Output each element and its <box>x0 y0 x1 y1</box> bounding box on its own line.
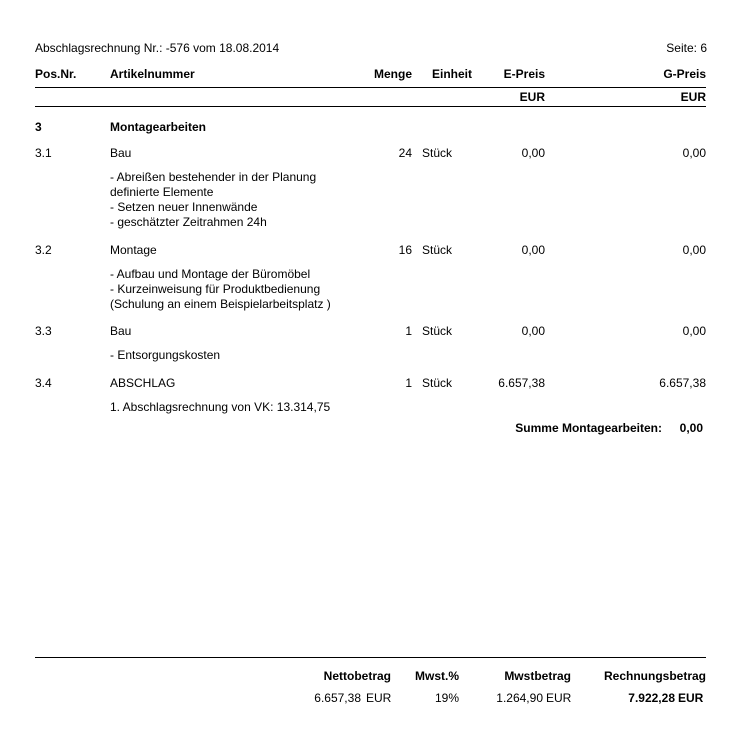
invoice-total-currency: EUR <box>678 691 704 705</box>
vat-amount-value: 1.264,90 <box>496 691 543 705</box>
item-unit: Stück <box>422 146 453 160</box>
item-qty: 1 <box>405 376 412 390</box>
item-description-line: - Abreißen bestehender in der Planung <box>110 170 317 184</box>
vat-percent-value: 19% <box>434 691 459 705</box>
vat-percent-label: Mwst.% <box>414 669 459 683</box>
item-description-line: definierte Elemente <box>110 185 214 199</box>
section-title: Montagearbeiten <box>110 120 207 134</box>
item-qty: 1 <box>405 324 412 338</box>
net-amount-currency: EUR <box>366 691 392 705</box>
footer-divider <box>35 657 706 658</box>
column-header-unit-price: E-Preis <box>503 67 545 81</box>
item-unit-price: 0,00 <box>521 324 545 338</box>
invoice-total-label: Rechnungsbetrag <box>603 669 706 683</box>
item-pos: 3.1 <box>35 146 52 160</box>
item-total-price: 0,00 <box>682 243 706 257</box>
column-header-qty: Menge <box>373 67 412 81</box>
vat-amount-currency: EUR <box>546 691 572 705</box>
item-total-price: 6.657,38 <box>659 376 706 390</box>
item-pos: 3.4 <box>35 376 52 390</box>
item-description-line: (Schulung an einem Beispielarbeitsplatz ) <box>110 297 331 311</box>
vat-amount-label: Mwstbetrag <box>504 669 571 683</box>
item-pos: 3.3 <box>35 324 52 338</box>
item-pos: 3.2 <box>35 243 52 257</box>
item-description-line: - geschätzter Zeitrahmen 24h <box>110 215 267 229</box>
item-description-line: 1. Abschlagsrechnung von VK: 13.314,75 <box>110 400 331 414</box>
item-description-line: - Setzen neuer Innenwände <box>110 200 258 214</box>
item-total-price: 0,00 <box>682 324 706 338</box>
section-sum-label: Summe Montagearbeiten: <box>515 421 662 435</box>
currency-total-price: EUR <box>680 90 706 104</box>
column-header-pos: Pos.Nr. <box>35 67 77 81</box>
net-amount-value: 6.657,38 <box>314 691 361 705</box>
document-title: Abschlagsrechnung Nr.: -576 vom 18.08.2014 <box>35 41 280 55</box>
header-divider <box>35 87 706 88</box>
currency-unit-price: EUR <box>519 90 545 104</box>
currency-divider <box>35 106 706 107</box>
item-unit: Stück <box>422 324 453 338</box>
item-unit-price: 6.657,38 <box>498 376 545 390</box>
invoice-total-value: 7.922,28 <box>628 691 675 705</box>
section-number: 3 <box>35 120 42 134</box>
net-amount-label: Nettobetrag <box>323 669 391 683</box>
item-qty: 16 <box>398 243 412 257</box>
item-description-line: - Entsorgungskosten <box>110 348 221 362</box>
item-qty: 24 <box>398 146 412 160</box>
item-description-line: - Kurzeinweisung für Produktbedienung <box>110 282 321 296</box>
item-unit-price: 0,00 <box>521 243 545 257</box>
item-name: Bau <box>110 146 132 160</box>
item-unit: Stück <box>422 243 453 257</box>
item-unit: Stück <box>422 376 453 390</box>
item-name: Montage <box>110 243 157 257</box>
section-sum-value: 0,00 <box>679 421 703 435</box>
column-header-article: Artikelnummer <box>110 67 195 81</box>
item-name: ABSCHLAG <box>110 376 176 390</box>
item-unit-price: 0,00 <box>521 146 545 160</box>
column-header-unit: Einheit <box>432 67 473 81</box>
item-total-price: 0,00 <box>682 146 706 160</box>
page-number: Seite: 6 <box>666 41 707 55</box>
column-header-total-price: G-Preis <box>663 67 706 81</box>
item-description-line: - Aufbau und Montage der Büromöbel <box>110 267 311 281</box>
item-name: Bau <box>110 324 132 338</box>
